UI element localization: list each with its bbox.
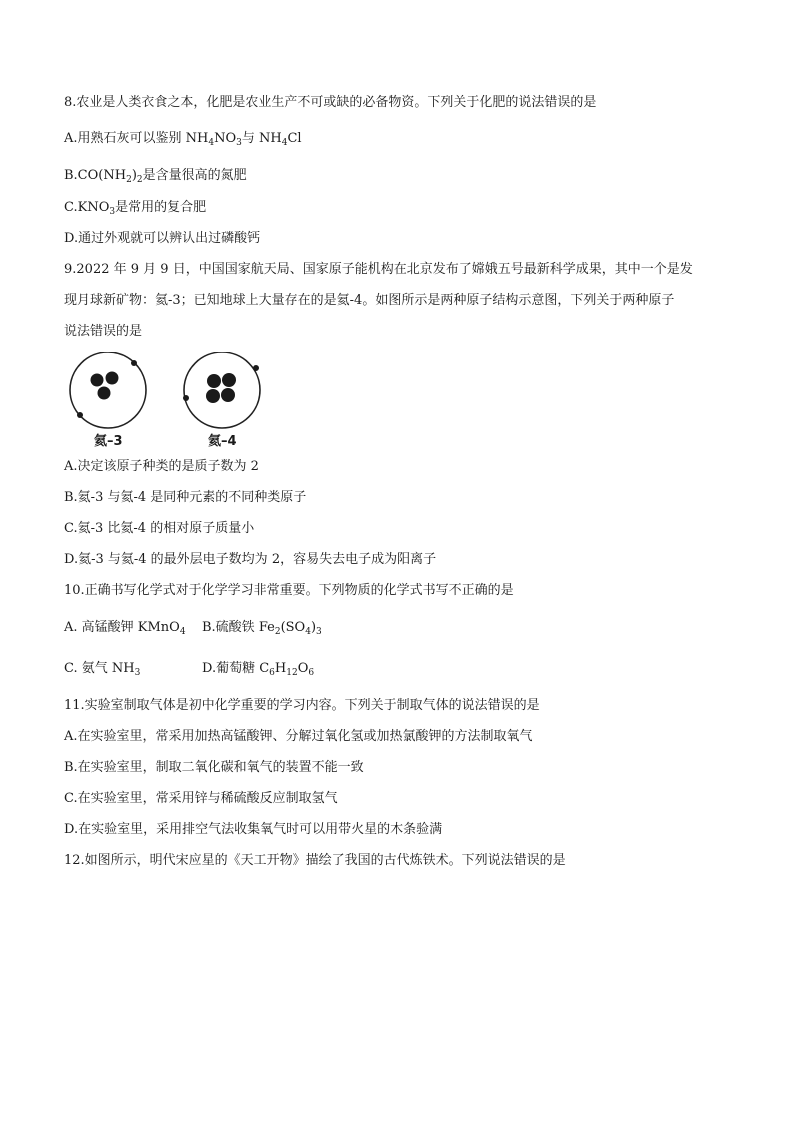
helium-3-atom <box>70 352 146 428</box>
q8-c-text: C.KNO <box>64 200 110 215</box>
q11-option-b: B.在实验室里，制取二氧化碳和氧气的装置不能一致 <box>64 760 364 775</box>
q10-a-sub1: 4 <box>179 627 186 637</box>
q8-stem: 8.农业是人类衣食之本，化肥是农业生产不可或缺的必备物资。下列关于化肥的说法错误的是 <box>64 95 597 110</box>
q8-a-text2: NO <box>214 131 237 146</box>
q10-d-text2: H <box>274 661 287 676</box>
q10-option-a <box>64 619 186 637</box>
q10-c-sub1: 3 <box>134 668 141 678</box>
q10-b-sub1: 2 <box>274 627 281 637</box>
q10-option-c <box>64 660 140 678</box>
q10-d-text3: O <box>297 661 309 676</box>
q8-a-sub1: 4 <box>208 138 215 148</box>
q8-a-sub2: 3 <box>236 138 242 148</box>
q8-option-d: D.通过外观就可以辨认出过磷酸钙 <box>64 231 261 246</box>
q10-a-text: A. 高锰酸钾 KMnO <box>64 620 180 635</box>
q11-option-d: D.在实验室里，采用排空气法收集氧气时可以用带火星的木条验满 <box>64 822 443 837</box>
q8-a-text4: Cl <box>287 131 302 146</box>
q8-option-b <box>64 167 247 185</box>
q10-b-text2: (SO <box>280 620 306 635</box>
q8-a-sub3: 4 <box>281 138 288 148</box>
q8-a-text: A.用熟石灰可以鉴别 NH <box>64 131 209 146</box>
q10-d-sub2: 12 <box>286 668 298 678</box>
helium-4-atom <box>183 352 260 428</box>
q10-option-d <box>202 660 314 678</box>
q9-option-c: C.氦-3 比氦-4 的相对原子质量小 <box>64 521 255 536</box>
q9-stem-line1: 9.2022 年 9 月 9 日，中国国家航天局、国家原子能机构在北京发布了嫦娥五号最新科学成果，其中一个是发 <box>64 262 693 277</box>
q8-c-text2: 是常用的复合肥 <box>115 200 207 215</box>
q8-b-text: B.CO(NH <box>64 168 127 183</box>
q8-a-text3: 与 NH <box>241 131 282 146</box>
q10-d-text: D.葡萄糖 C <box>202 661 270 676</box>
helium-3-label: 氦–3 <box>94 434 123 449</box>
q10-c-text: C. 氨气 NH <box>64 661 135 676</box>
q12-stem: 12.如图所示，明代宋应星的《天工开物》描绘了我国的古代炼铁术。下列说法错误的是 <box>64 853 566 868</box>
q11-stem: 11.实验室制取气体是初中化学重要的学习内容。下列关于制取气体的说法错误的是 <box>64 698 540 713</box>
q9-stem-line2: 现月球新矿物：氦-3；已知地球上大量存在的是氦-4。如图所示是两种原子结构示意图，下列关于两种原子 <box>64 293 675 308</box>
q8-b-text2: ) <box>131 168 137 183</box>
q9-stem-line3: 说法错误的是 <box>64 324 143 339</box>
q10-b-text: B.硫酸铁 Fe <box>202 620 275 635</box>
atom-structure-figure <box>62 352 282 448</box>
q10-b-sub3: 3 <box>316 627 322 637</box>
q10-stem: 10.正确书写化学式对于化学学习非常重要。下列物质的化学式书写不正确的是 <box>64 583 514 598</box>
q9-option-b: B.氦-3 与氦-4 是同种元素的不同种类原子 <box>64 490 307 505</box>
q8-option-a <box>64 130 302 148</box>
atom-diagrams <box>62 352 282 432</box>
q8-b-sub2: 2 <box>136 175 143 185</box>
q8-c-sub1: 3 <box>109 207 116 217</box>
q9-option-a: A.决定该原子种类的是质子数为 2 <box>64 459 259 474</box>
q10-b-sub2: 4 <box>305 627 311 637</box>
q8-option-c <box>64 199 206 217</box>
q11-option-c: C.在实验室里，常采用锌与稀硫酸反应制取氢气 <box>64 791 338 806</box>
q8-b-text3: 是含量很高的氮肥 <box>142 168 247 183</box>
q10-d-sub1: 6 <box>269 668 275 678</box>
q10-b-text3: ) <box>310 620 317 635</box>
q9-option-d: D.氦-3 与氦-4 的最外层电子数均为 2，容易失去电子成为阳离子 <box>64 552 437 567</box>
helium-4-label: 氦–4 <box>208 434 237 449</box>
q10-d-sub3: 6 <box>308 668 315 678</box>
q11-option-a: A.在实验室里，常采用加热高锰酸钾、分解过氧化氢或加热氯酸钾的方法制取氧气 <box>64 729 533 744</box>
q8-b-sub1: 2 <box>126 175 132 185</box>
q10-option-b <box>202 619 322 637</box>
